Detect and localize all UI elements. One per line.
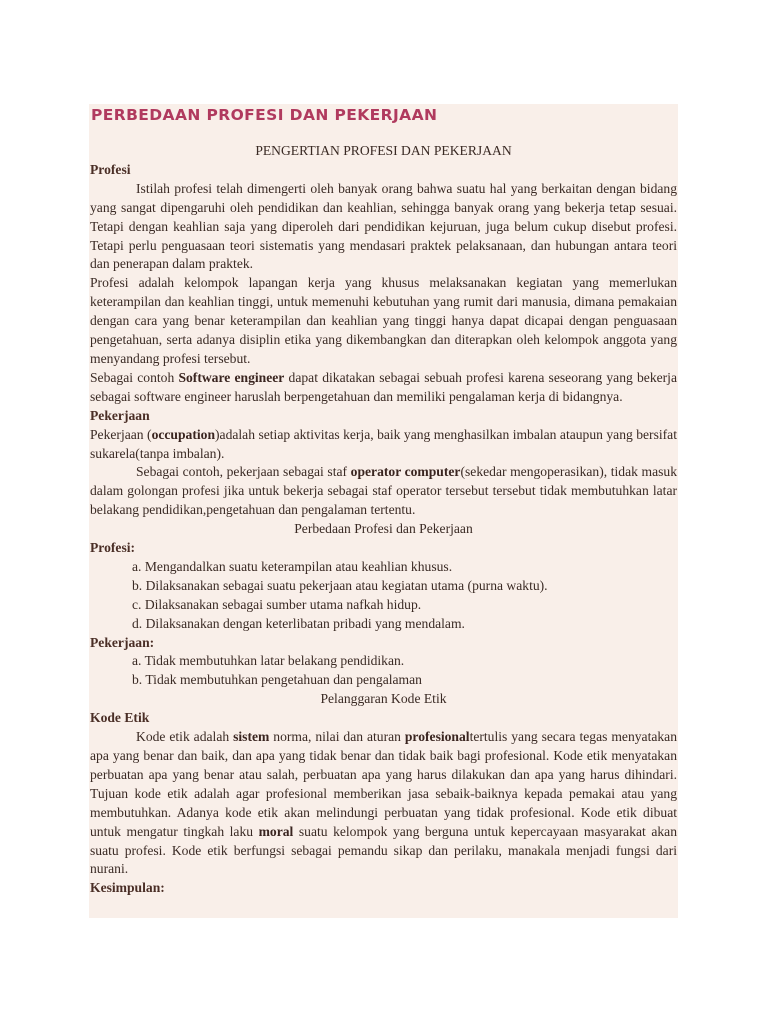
profesional-term: profesional bbox=[404, 729, 470, 745]
kode-etik-heading: Kode Etik bbox=[90, 710, 150, 726]
profesi-heading: Profesi bbox=[90, 161, 131, 177]
pekerjaan-paragraph-1-text-a: Pekerjaan ( bbox=[90, 426, 152, 442]
subtitle: PENGERTIAN PROFESI DAN PEKERJAAN bbox=[255, 143, 512, 158]
occupation-term: occupation bbox=[151, 426, 216, 442]
profesi-list-heading: Profesi: bbox=[90, 540, 136, 556]
perbedaan-heading: Perbedaan Profesi dan Pekerjaan bbox=[294, 521, 473, 537]
kode-etik-text-b: norma, nilai dan aturan bbox=[269, 729, 405, 745]
kode-etik-text-d: suatu kelompok yang berguna untuk kepercayaan masyarakat akan suatu profesi. Kode etik berfungsi sebagai pemandu sikap dan perilaku, manakala menjadi fungsi dari nurani. bbox=[90, 823, 677, 877]
profesi-list-item: c. Dilaksanakan sebagai sumber utama nafkah hidup. bbox=[132, 596, 422, 612]
kode-etik-paragraph bbox=[90, 728, 677, 879]
pekerjaan-paragraph-2-text-a: Sebagai contoh, pekerjaan sebagai staf bbox=[136, 464, 351, 480]
profesi-paragraph-3-text-a: Sebagai contoh bbox=[90, 369, 179, 385]
pekerjaan-list-item: b. Tidak membutuhkan pengetahuan dan pengalaman bbox=[132, 672, 422, 688]
document-title: PERBEDAAN PROFESI DAN PEKERJAAN bbox=[91, 106, 438, 124]
document-page bbox=[89, 104, 678, 918]
sistem-term: sistem bbox=[233, 729, 270, 745]
operator-computer-term: operator computer bbox=[350, 464, 461, 480]
pekerjaan-list-heading: Pekerjaan: bbox=[90, 634, 155, 650]
pekerjaan-list-item: a. Tidak membutuhkan latar belakang pendidikan. bbox=[132, 653, 405, 669]
profesi-paragraph-2: Profesi adalah kelompok lapangan kerja yang khusus melaksanakan kegiatan yang memerlukan keterampilan dan keahlian tinggi, untuk memenuhi kebutuhan yang rumit dari manusia, dimana pemakaian dengan cara yang benar keterampilan dan keahlian yang tinggi hanya dapat dicapai dengan penguasaan pengetahuan, serta adanya disiplin etika yang dikembangkan dan diterapkan oleh kelompok anggota yang menyandang profesi tersebut. bbox=[90, 275, 677, 366]
pekerjaan-paragraph-2 bbox=[90, 463, 677, 520]
pekerjaan-paragraph-1-text-b: )adalah setiap aktivitas kerja, baik yang menghasilkan imbalan ataupun yang bersifat sukarela(tanpa imbalan). bbox=[90, 426, 677, 461]
pekerjaan-paragraph-1 bbox=[90, 426, 677, 464]
pekerjaan-heading: Pekerjaan bbox=[90, 407, 150, 423]
kesimpulan-heading: Kesimpulan: bbox=[90, 880, 165, 896]
profesi-list-item: d. Dilaksanakan dengan keterlibatan pribadi yang mendalam. bbox=[132, 615, 465, 631]
profesi-paragraph-3-text-b: dapat dikatakan sebagai sebuah profesi karena seseorang yang bekerja sebagai software engineer haruslah berpengetahuan dan memiliki pengalaman kerja di bidangnya. bbox=[90, 369, 677, 404]
software-engineer-term: Software engineer bbox=[178, 369, 285, 385]
kode-etik-text-a: Kode etik adalah bbox=[136, 729, 234, 745]
moral-term: moral bbox=[258, 823, 294, 839]
document-body bbox=[90, 142, 677, 898]
profesi-list-item: a. Mengandalkan suatu keterampilan atau keahlian khusus. bbox=[132, 558, 453, 574]
pekerjaan-paragraph-2-text-b: (sekedar mengoperasikan), tidak masuk dalam golongan profesi jika untuk bekerja sebagai staf operator tersebut tersebut tidak membutuhkan latar belakang pendidikan,pengetahuan dan pengalaman tertentu. bbox=[90, 464, 677, 518]
profesi-list-item: b. Dilaksanakan sebagai suatu pekerjaan atau kegiatan utama (purna waktu). bbox=[132, 577, 548, 593]
profesi-paragraph-1: Istilah profesi telah dimengerti oleh banyak orang bahwa suatu hal yang berkaitan dengan bidang yang sangat dipengaruhi oleh pendidikan dan keahlian, sehingga banyak orang yang bekerja tetap sesuai. Tetapi dengan keahlian saja yang diperoleh dari pendidikan kejuruan, juga belum cukup disebut profesi. Tetapi perlu penguasaan teori sistematis yang mendasari praktek pelaksanaan, dan hubungan antara teori dan penerapan dalam praktek. bbox=[90, 180, 677, 272]
kode-etik-text-c: tertulis yang secara tegas menyatakan apa yang benar dan baik, dan apa yang tidak benar dan tidak baik bagi profesional. Kode etik menyatakan perbuatan apa yang benar atau salah, perbuatan apa yang harus dilakukan dan apa yang harus dihindari. Tujuan kode etik adalah agar profesional memberikan jasa sebaik-baiknya kepada pemakai atau yang membutuhkan. Adanya kode etik akan melindungi perbuatan yang tidak profesional. Kode etik dibuat untuk mengatur tingkah laku bbox=[90, 729, 678, 839]
profesi-paragraph-3 bbox=[90, 369, 677, 407]
pelanggaran-heading: Pelanggaran Kode Etik bbox=[320, 691, 447, 707]
